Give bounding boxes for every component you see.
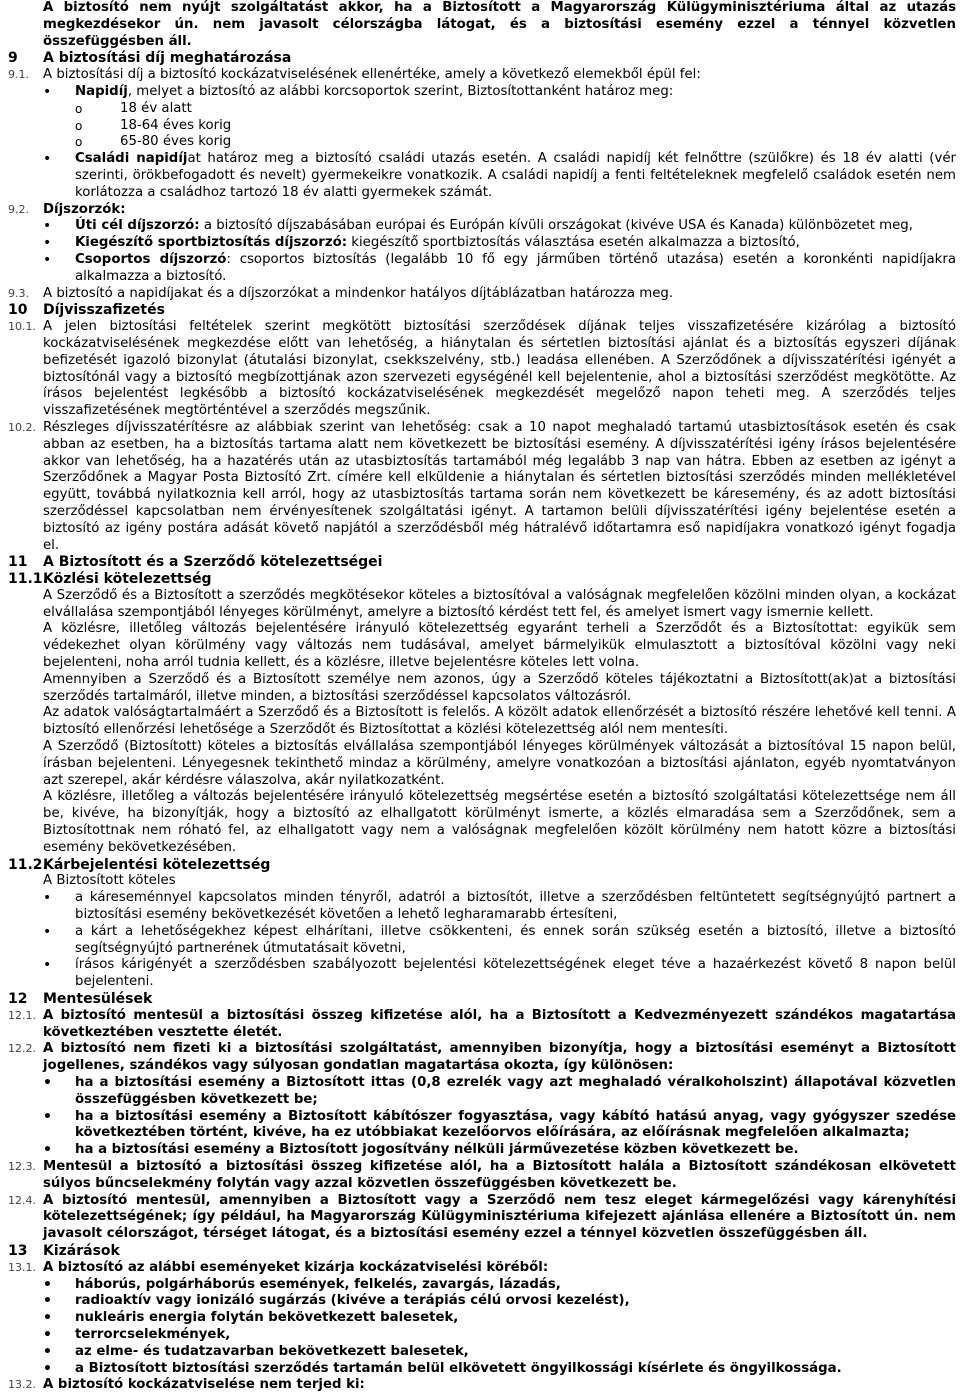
- clause-10-2: [8, 420, 956, 554]
- list-item: o 65-80 éves korig: [75, 134, 960, 151]
- clause-number: 12.2.: [8, 1042, 36, 1056]
- clause-12-3: [8, 1159, 956, 1193]
- clause-12-4: [8, 1193, 956, 1243]
- claim-duties-list: [0, 890, 960, 991]
- list-item: • ha a biztosítási esemény a Biztosított ittas (0,8 ezrelék vagy azt meghaladó véralkoholszint) állapotával közvetlen összefüggésben következett be;: [43, 1075, 956, 1109]
- paragraph: A Biztosított köteles: [43, 873, 176, 889]
- list-item: • Családi napidíjat határoz meg a biztosító családi utazás esetén. A családi napidíj két felnőttre (szülőkre) és 18 év alatti (vér szerinti, örökbefogadott és nevelt) gyermekeikre vonatkozik. A családi napidíj a fenti feltételeknek megfelelő családok esetén nem korlátozza a családhoz tartozó 18 év alatti gyermekek számát.: [43, 151, 956, 201]
- intro-paragraph: A biztosító nem nyújt szolgáltatást akkor, ha a Biztosított a Magyarország Külügyminisztériuma által az utazás megkezdésekor ún. nem javasolt célországba látogat, és a biztosítási esemény ezzel a ténnyel közvetlen összefüggésben áll.: [43, 0, 956, 49]
- section-title: Közlési kötelezettség: [43, 571, 212, 588]
- section-number: 13: [8, 1242, 28, 1259]
- paragraph: Az adatok valóságtartalmáért a Szerződő és a Biztosított is felelős. A közölt adatok ellenőrzését a biztosító részére lehetővé kell tenni. A biztosító ellenőrzési lehetősége a Szerződőt és Biztosítottat a közlési kötelezettség alól nem mentesíti.: [43, 705, 956, 738]
- list-item: • terrorcselekmények,: [43, 1327, 956, 1344]
- clause-10-1: [8, 319, 956, 420]
- section-number: 11.2.: [8, 856, 48, 873]
- section-number: 11: [8, 554, 28, 571]
- list-item: • ha a biztosítási esemény a Biztosított kábítószer fogyasztása, vagy kábító hatású anyag, vagy gyógyszer szedése következtében történt, kivéve, ha ez utóbbiakat kezelőorvos előírására, az előírásnak megfelelően alkalmazta;: [43, 1109, 956, 1143]
- clause-text: A biztosító az alábbi eseményeket kizárja kockázatviselési köréből:: [43, 1259, 549, 1275]
- list-item: • a Biztosított biztosítási szerződés tartamán belül elkövetett öngyilkossági kísérlete és öngyilkossága.: [43, 1361, 956, 1378]
- age-groups-list: [0, 101, 960, 151]
- list-item: • háborús, polgárháborús események, felkelés, zavargás, lázadás,: [43, 1277, 956, 1294]
- clause-text: A biztosító kockázatviselése nem terjed ki:: [43, 1377, 365, 1393]
- list-item: • Kiegészítő sportbiztosítás díjszorzó: kiegészítő sportbiztosítás választása esetén alkalmazza a biztosító,: [43, 235, 956, 252]
- section-number: 11.1.: [8, 571, 48, 588]
- section-title: A Biztosított és a Szerződő kötelezettségei: [43, 554, 383, 571]
- list-item: • radioaktív vagy ionizáló sugárzás (kivéve a terápiás célú orvosi kezelést),: [43, 1293, 956, 1310]
- fee-components-list-2: [0, 151, 960, 201]
- clause-13-1: [8, 1260, 956, 1277]
- list-item: • írásos kárigényét a szerződésben szabályozott bejelentési kötelezettségének eleget téve a hazaérkezést követő 8 napon belül bejelenteni.: [43, 957, 956, 991]
- clause-number: 10.2.: [8, 420, 36, 434]
- clause-text: Részleges díjvisszatérítésre az alábbiak szerint van lehetőség: csak a 10 napot meghaladó tartamú utasbiztosítások esetén és csak abban az esetben, ha a biztosítás tartama alatt nem következett be biztosítási esemény. A díjvisszatérítési igény írásos bejelentésére akkor van lehetőség, ha a hazatérés után az utasbiztosítás tartamából még legalább 3 nap van hátra. Ebben az esetben az igényt a Szerződőnek a Magyar Posta Biztosító Zrt. címére kell elküldenie a hiánytalan és sértetlen biztosítási szerződés minden mellékletével együtt, továbbá nyilatkoznia kell arról, hogy az utasbiztosítás tartama során nem következett be káresemény, és az adott biztosítási szerződéssel kapcsolatban nem érvényesítenek szolgáltatási igényt. A tartamon belüli díjvisszatérítési igény bejelentése esetén a biztosító az igény postára adását követő napjától a szerződésből még hátralévő időtartamra eső napidíjakra vonatkozó igényt fogadja el.: [43, 419, 956, 553]
- multipliers-list: [0, 218, 960, 285]
- list-item: • a káreseménnyel kapcsolatos minden tényről, adatról a biztosítót, illetve a szerződésben feltüntetett segítségnyújtó partnert a biztosítási esemény bekövetkezését követően a lehető legharamarabb értesíteni,: [43, 890, 956, 924]
- exclusions-list: [0, 1277, 960, 1378]
- paragraph: Amennyiben a Szerződő és a Biztosított személye nem azonos, úgy a Szerződő köteles tájékoztatni a Biztosított(ak)at a biztosítási szerződés tartalmáról, illetve minden, a biztosítási szerződéssel kapcsolatos változásról.: [43, 671, 956, 704]
- fee-components-list: [0, 84, 960, 101]
- section-title: Díjvisszafizetés: [43, 302, 165, 319]
- section-11-heading: [8, 554, 956, 571]
- clause-text: A biztosító mentesül, amennyiben a Biztosított vagy a Szerződő nem tesz eleget kármegelőzési vagy kárenyhítési kötelezettségének; így például, ha Magyarország Külügyminisztériuma kifejezett ajánlása ellenére a Biztosított ún. nem javasolt célországot, térséget látogat, és a biztosítási esemény ezzel a ténnyel közvetlen összefüggésben áll.: [43, 1192, 956, 1242]
- section-number: 10: [8, 302, 28, 319]
- list-item: o 18-64 éves korig: [75, 118, 960, 135]
- list-item: • nukleáris energia folytán bekövetkezett balesetek,: [43, 1310, 956, 1327]
- clause-number: 9.3.: [8, 286, 29, 300]
- clause-number: 12.3.: [8, 1159, 36, 1173]
- list-item: • a kárt a lehetőségekhez képest elhárítani, illetve csökkenteni, és ennek során szükség esetén a biztosító, illetve a biztosító segítségnyújtó partnerének útmutatásait követni,: [43, 924, 956, 958]
- list-item: • az elme- és tudatzavarban bekövetkezett balesetek,: [43, 1344, 956, 1361]
- clause-number: 13.2.: [8, 1378, 36, 1392]
- clause-text: A biztosító mentesül a biztosítási összeg kifizetése alól, ha a Biztosított a Kedvezményezett szándékos magatartása következtében vesztette életét.: [43, 1007, 956, 1040]
- paragraph: A közlésre, illetőleg változás bejelentésére irányuló kötelezettség egyaránt terheli a Szerződőt és a Biztosítottat: egyikük sem védekezhet olyan körülmény vagy változás nem tudásával, amelyet bármelyikük elmulasztott a biztosítóval közölni vagy neki bejelenteni, noha arról tudnia kellett, és a közlésre, illetve bejelentésre köteles lett volna.: [43, 621, 956, 671]
- clause-12-1: [8, 1008, 956, 1042]
- section-title: Kizárások: [43, 1242, 120, 1259]
- clause-text: A jelen biztosítási feltételek szerint megkötött biztosítási szerződések díjának teljes visszafizetésére kizárólag a biztosító kockázatviselésének megkezdése előtt van lehetőség, a hiánytalan és sértetlen biztosítási ajánlat és a biztosítás egyszeri díjának befizetését igazoló bizonylat (átutalási bizonylat, csekkszelvény, stb.) leadása ellenében. A Szerződőnek a díjvisszatérítési igényét a biztosítónál vagy a biztosító megbízottjának azon szervezeti egységénél kell bejelentenie, ahol a biztosítási szerződést megkötötte. Az írásos bejelentést legkésőbb a biztosító kockázatviselésének megkezdését megelőző napon teheti meg. A szerződés teljes visszafizetésének megtörténtével a szerződés megszűnik.: [43, 319, 956, 419]
- clause-9-2: [8, 202, 956, 219]
- list-item: • Csoportos díjszorzó: csoportos biztosítás (legalább 10 fő egy járműben történő utazása) esetén a koronkénti napidíjakra alkalmazza a biztosító.: [43, 252, 956, 286]
- clause-text: A biztosító nem fizeti ki a biztosítási szolgáltatást, amennyiben bizonyítja, hogy a biztosítási eseményt a Biztosított jogellenes, szándékos vagy súlyosan gondatlan magatartása okozta, így különösen:: [43, 1041, 956, 1074]
- section-number: 12: [8, 991, 28, 1008]
- clause-number: 10.1.: [8, 320, 36, 334]
- section-number: 9: [8, 50, 18, 67]
- clause-text: A biztosító a napidíjakat és a díjszorzókat a mindenkor hatályos díjtáblázatban határozza meg.: [43, 285, 674, 301]
- paragraph: A közlésre, illetőleg a változás bejelentésére irányuló kötelezettség megsértése esetén a biztosító szolgáltatási kötelezettsége nem áll be, kivéve, ha bizonyítják, hogy a biztosító az elhallgatott körülményt ismerte, a közlés elmaradása sem a Szerződőnek, sem a Biztosítottnak nem róható fel, az elhallgatott vagy nem a valóságnak megfelelően közölt körülmény nem hatott közre a biztosítási esemény bekövetkezésében.: [43, 789, 956, 855]
- subsection-11-1-heading: [8, 571, 956, 588]
- paragraph: A Szerződő és a Biztosított a szerződés megkötésekor köteles a biztosítóval a valóságnak megfelelően közölni minden olyan, a kockázat elvállalása szempontjából lényeges körülményt, amelyre a biztosító kérdést tett fel, és amelyet ismert vagy ismernie kellett.: [43, 587, 956, 620]
- section-title: Kárbejelentési kötelezettség: [43, 856, 271, 873]
- clause-number: 9.1.: [8, 68, 29, 82]
- clause-number: 9.2.: [8, 202, 29, 216]
- paragraph: A Szerződő (Biztosított) köteles a biztosítás elvállalása szempontjából lényeges körülmények változását a biztosítóval 15 napon belül, írásban bejelenteni. Lényegesnek tekinthető mindaz a körülmény, amelyre vonatkozóan a biztosítási ajánlaton, egyéb nyomtatványon azt szerepel, akár kérdésre válaszolva, akár nyilatkozatként.: [43, 739, 956, 788]
- section-10-heading: [8, 302, 956, 319]
- list-item: • Napidíj, melyet a biztosító az alábbi korcsoportok szerint, Biztosítottanként határoz meg:: [43, 84, 956, 101]
- section-title: A biztosítási díj meghatározása: [43, 50, 292, 67]
- clause-text: A biztosítási díj a biztosító kockázatviselésének ellenértéke, amely a következő elemekből épül fel:: [43, 67, 701, 83]
- list-item: • ha a biztosítási esemény a Biztosított jogosítvány nélküli járművezetése közben következett be.: [43, 1142, 956, 1159]
- section-12-heading: [8, 991, 956, 1008]
- clause-number: 12.1.: [8, 1008, 36, 1022]
- exemptions-list: [0, 1075, 960, 1159]
- section-title: Mentesülések: [43, 991, 153, 1008]
- clause-text: Mentesül a biztosító a biztosítási összeg kifizetése alól, ha a Biztosított halála a Biztosított szándékosan elkövetett súlyos bűncselekmény folytán vagy azzal közvetlen összefüggésben következett be.: [43, 1158, 956, 1191]
- clause-12-2: [8, 1041, 956, 1075]
- section-9-heading: [8, 50, 956, 67]
- clause-number: 12.4.: [8, 1193, 36, 1207]
- clause-9-3: [8, 286, 956, 303]
- list-item: • Úti cél díjszorzó: a biztosító díjszabásában európai és Európán kívüli országokat (kivéve USA és Kanada) különbözetet meg,: [43, 218, 956, 235]
- clause-13-2: [8, 1377, 956, 1394]
- list-item: o 18 év alatt: [75, 101, 960, 118]
- clause-number: 13.1.: [8, 1260, 36, 1274]
- section-13-heading: [8, 1243, 956, 1260]
- clause-text: Díjszorzók:: [43, 201, 126, 217]
- clause-9-1: [8, 67, 956, 84]
- subsection-11-2-heading: [8, 857, 956, 874]
